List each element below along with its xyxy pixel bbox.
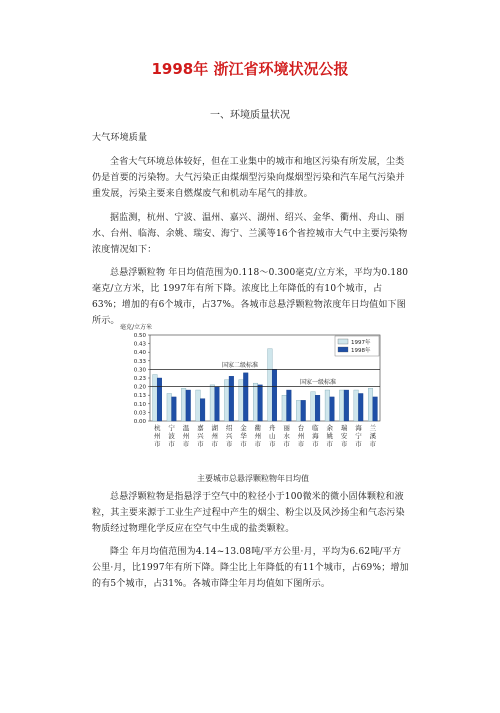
- x-tick-label: 市: [369, 440, 377, 448]
- x-tick-label: 山: [268, 432, 276, 440]
- x-tick-label: 市: [153, 440, 161, 448]
- x-tick-label: 市: [326, 440, 333, 448]
- y-tick-label: 0.50: [133, 333, 146, 339]
- x-tick-label: 兰: [369, 424, 377, 432]
- x-tick-label: 市: [240, 440, 247, 448]
- bar-1997: [253, 383, 258, 421]
- x-tick-label: 舟: [268, 424, 276, 432]
- y-tick-label: 0.00: [133, 419, 146, 425]
- tsp-chart: [118, 321, 388, 471]
- x-tick-label: 州: [153, 432, 161, 440]
- bar-1997: [325, 390, 330, 421]
- y-axis-label: 毫克/立方米: [120, 324, 153, 331]
- x-tick-label: 兴: [225, 432, 233, 440]
- bar-1997: [153, 375, 158, 421]
- paragraph-overview: 全省大气环境总体较好，但在工业集中的城市和地区污染有所发展，尘类仍是首要的污染物。大气污染正由煤烟型污染向煤烟型污染和汽车尾气污染并重发展，污染主要来自燃煤废气和机动车尾气的排放。: [92, 157, 405, 199]
- paragraph-dustfall: 降尘 年月均值范围为4.14~13.08吨/平方公里·月，平均为6.62吨/平方公里·月，比1997年有所下降。降尘比上年降低的有11个城市，占69%；增加的有5个城市，占31%。各城市降尘年月均值如下图所示。: [92, 547, 409, 589]
- legend-label: 1998年: [351, 348, 371, 354]
- x-tick-label: 市: [211, 440, 218, 448]
- x-tick-label: 市: [197, 440, 204, 448]
- x-tick-label: 嘉: [197, 424, 204, 432]
- bar-1998: [258, 385, 263, 421]
- y-tick-label: 0.33: [133, 358, 146, 365]
- legend-swatch: [338, 347, 348, 352]
- reference-line-label: 国家二级标准: [222, 361, 259, 369]
- x-tick-label: 台: [297, 424, 305, 432]
- x-tick-label: 安: [340, 432, 348, 440]
- x-tick-label: 宁: [168, 424, 175, 432]
- bar-1997: [181, 388, 186, 421]
- bar-1998: [229, 376, 234, 421]
- x-tick-label: 市: [283, 440, 290, 448]
- bar-1998: [287, 390, 292, 421]
- x-tick-label: 市: [254, 440, 262, 448]
- bar-1997: [311, 392, 316, 421]
- x-tick-label: 华: [240, 432, 247, 440]
- bar-1998: [301, 400, 306, 421]
- bar-1998: [172, 397, 177, 421]
- y-tick-label: 0.43: [133, 341, 146, 348]
- bar-1998: [200, 399, 205, 421]
- x-tick-label: 兴: [197, 432, 204, 440]
- bar-1997: [210, 385, 215, 421]
- bar-1997: [282, 395, 287, 421]
- x-tick-label: 州: [211, 432, 218, 440]
- y-tick-label: 0.20: [133, 384, 146, 391]
- bar-1997: [268, 349, 273, 421]
- x-tick-label: 州: [254, 432, 262, 440]
- x-tick-label: 金: [240, 424, 247, 432]
- chart-caption: 主要城市总悬浮颗粒物年日均值: [197, 474, 309, 483]
- x-tick-label: 丽: [283, 424, 290, 432]
- x-tick-label: 余: [326, 424, 333, 432]
- x-tick-label: 姚: [326, 432, 333, 440]
- bar-1997: [368, 388, 373, 421]
- x-tick-label: 宁: [355, 432, 362, 440]
- bar-1998: [344, 390, 349, 421]
- bar-1997: [354, 390, 359, 421]
- x-tick-label: 海: [355, 424, 362, 432]
- x-tick-label: 绍: [225, 424, 233, 432]
- bar-1997: [224, 380, 229, 421]
- bar-1998: [373, 397, 378, 421]
- y-tick-label: 0.03: [133, 410, 146, 417]
- x-tick-label: 市: [312, 440, 319, 448]
- bar-1998: [315, 395, 320, 421]
- x-tick-label: 市: [297, 440, 305, 448]
- x-tick-label: 衢: [254, 424, 262, 432]
- bar-1997: [196, 390, 201, 421]
- bar-1998: [272, 369, 277, 421]
- bar-1997: [239, 380, 244, 421]
- bar-1997: [339, 390, 344, 421]
- x-tick-label: 波: [168, 432, 175, 440]
- bar-1998: [186, 390, 191, 421]
- x-tick-label: 州: [182, 432, 190, 440]
- x-tick-label: 市: [225, 440, 233, 448]
- bar-1998: [243, 373, 248, 421]
- legend-label: 1997年: [351, 340, 371, 346]
- bar-1997: [296, 400, 301, 421]
- x-tick-label: 市: [340, 440, 348, 448]
- y-tick-label: 0.40: [133, 350, 146, 357]
- report-title: 1998年 浙江省环境状况公报: [151, 60, 349, 78]
- x-tick-label: 州: [297, 432, 305, 440]
- tsp-chart-svg: [118, 321, 388, 471]
- paragraph-tsp-definition: 总悬浮颗粒物是指悬浮于空气中的粒径小于100微米的微小固体颗粒和液粒，其主要来源于工业生产过程中产生的烟尘、粉尘以及风沙扬尘和气态污染物质经过物理化学反应在空气中生成的盐类颗粒。: [92, 492, 405, 534]
- x-tick-label: 湖: [211, 424, 218, 432]
- x-tick-label: 杭: [153, 424, 161, 432]
- x-tick-label: 温: [182, 424, 190, 432]
- bar-1998: [157, 378, 162, 421]
- x-tick-label: 市: [182, 440, 190, 448]
- bar-1998: [215, 387, 220, 421]
- y-tick-label: 0.30: [133, 367, 146, 374]
- paragraph-tsp: 总悬浮颗粒物 年日均值范围为0.118～0.300毫克/立方米，平均为0.180毫克/立方米，比 1997年有所下降。浓度比上年降低的有10个城市，占63%；增加的有6个城市，占37%。各城市总悬浮颗粒物浓度年日均值如下图所示。: [92, 268, 409, 326]
- y-tick-label: 0.23: [133, 376, 146, 382]
- x-tick-label: 市: [355, 440, 362, 448]
- section-heading: 一、环境质量状况: [210, 110, 290, 121]
- x-tick-label: 市: [268, 440, 276, 448]
- x-tick-label: 瑞: [340, 424, 348, 432]
- x-tick-label: 水: [283, 432, 290, 440]
- x-tick-label: 市: [168, 440, 175, 448]
- bar-1997: [167, 393, 172, 421]
- subheading-air-quality: 大气环境质量: [92, 133, 148, 143]
- bar-1998: [358, 393, 363, 421]
- bar-1998: [330, 397, 335, 421]
- reference-line-label: 国家一级标准: [300, 379, 337, 387]
- legend-swatch: [338, 339, 348, 344]
- y-tick-label: 0.13: [133, 393, 146, 400]
- x-tick-label: 海: [312, 432, 319, 440]
- x-tick-label: 溪: [369, 432, 377, 440]
- y-tick-label: 0.10: [133, 401, 146, 408]
- x-tick-label: 临: [312, 424, 319, 432]
- paragraph-monitoring: 据监测，杭州、宁波、温州、嘉兴、湖州、绍兴、金华、衢州、舟山、丽水、台州、临海、余姚、瑞安、海宁、兰溪等16个省控城市大气中主要污染物浓度情况如下：: [92, 213, 408, 255]
